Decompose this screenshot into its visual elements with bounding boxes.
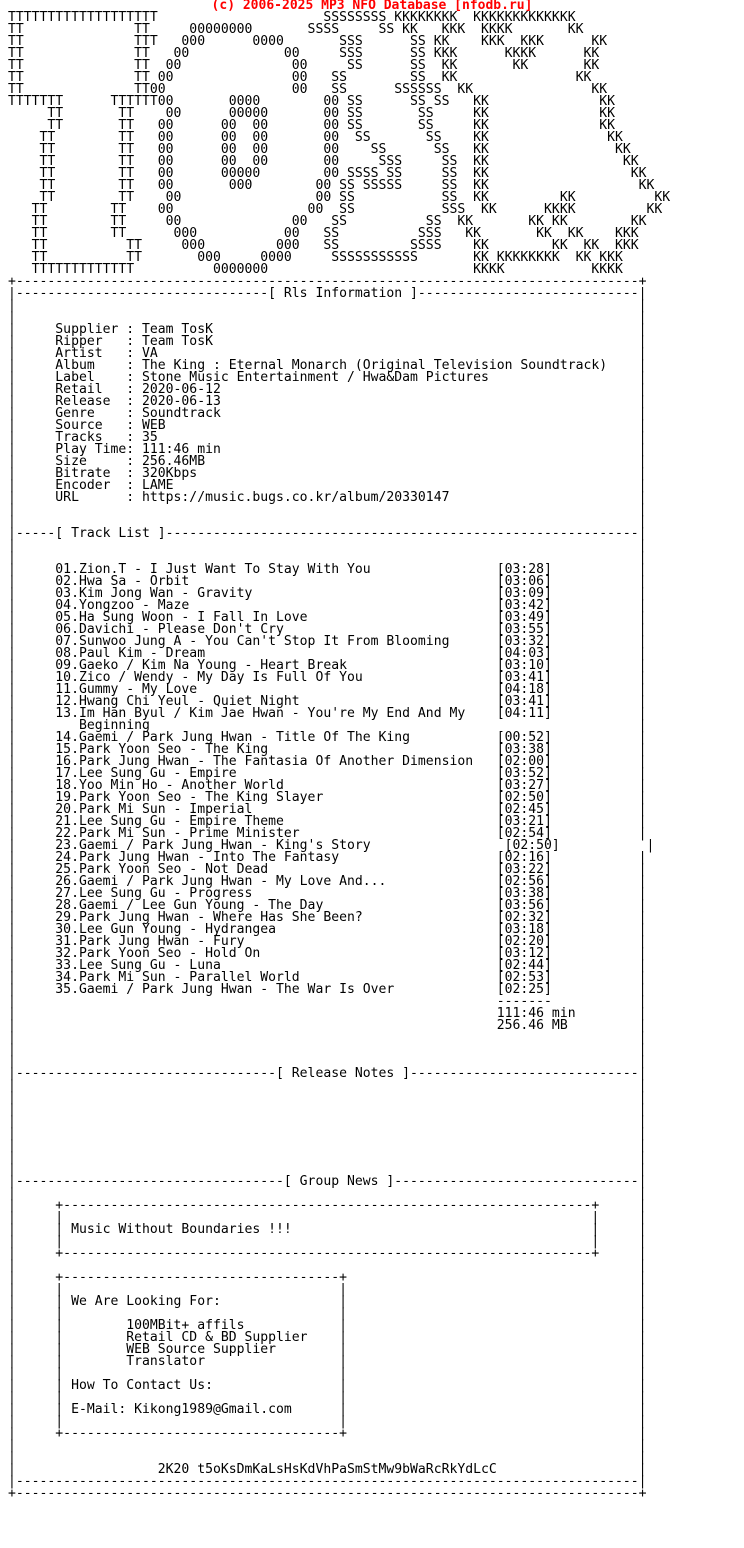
nfo-line: | | (8, 1102, 647, 1117)
nfo-line: | 27.Lee Sung Gu - Progress [03:38] | (8, 886, 647, 901)
nfo-line: | | (8, 298, 647, 313)
nfo-line: | | (8, 502, 647, 517)
copyright-header: (c) 2006-2025 MP3 NFO Database [nfodb.ru] (211, 0, 533, 13)
nfo-line: +-------------------------------------------------------------------------------+ (8, 1486, 647, 1501)
nfo-line: | | (8, 1186, 647, 1201)
nfo-line: | Label : Stone Music Entertainment / Hwa&Dam Pictures | (8, 370, 647, 385)
nfo-line: TT TT 00000000 SSSS SS KK KKK KKKK KK (8, 22, 584, 37)
nfo-line: | 02.Hwa Sa - Orbit [03:06] | (8, 574, 647, 589)
nfo-line: | 11.Gummy - My Love [04:18] | (8, 682, 647, 697)
nfo-line: TT TT 00 00 SSS SS KKK KKKK KK (8, 46, 600, 61)
nfo-line: TT TT 00 00 00 00 SSS SS KK KK (8, 154, 639, 169)
nfo-line: TT TT 00 00 00 00 SS SS KK KK (8, 142, 631, 157)
nfo-line: TTTTTTTTTTTTT 0000000 KKKK KKKK (8, 262, 623, 277)
nfo-line: | Ripper : Team TosK | (8, 334, 647, 349)
nfo-line: | 35.Gaemi / Park Jung Hwan - The War Is Over [02:25] | (8, 982, 647, 997)
nfo-line: | | (8, 1090, 647, 1105)
nfo-line: | | (8, 1030, 647, 1045)
nfo-line: | Retail : 2020-06-12 | (8, 382, 647, 397)
nfo-line: | 07.Sunwoo Jung A - You Can't Stop It From Blooming [03:32] | (8, 634, 647, 649)
nfo-line: | 06.Davichi - Please Don't Cry [03:55] | (8, 622, 647, 637)
nfo-line: | | (8, 1258, 647, 1273)
nfo-line: | 01.Zion.T - I Just Want To Stay With You [03:28] | (8, 562, 647, 577)
nfo-line: | | (8, 1042, 647, 1057)
nfo-line: | | 100MBit+ affils | | (8, 1318, 647, 1333)
nfo-line: TT TTT 000 0000 SSS SS KK KKK KKK KK (8, 34, 608, 49)
nfo-line: | URL : https://music.bugs.co.kr/album/20330147 | (8, 490, 647, 505)
nfo-line: | | | | (8, 1414, 647, 1429)
nfo-line: | 23.Gaemi / Park Jung Hwan - King's Story [02:50] | (8, 838, 655, 853)
nfo-line: | | E-Mail: Kikong1989@Gmail.com | | (8, 1402, 647, 1417)
nfo-line: | 04.Yongzoo - Maze [03:42] | (8, 598, 647, 613)
nfo-line: | 14.Gaemi / Park Jung Hwan - Title Of The King [00:52] | (8, 730, 647, 745)
nfo-line: | 18.Yoo Min Ho - Another World [03:27] | (8, 778, 647, 793)
nfo-line: | Tracks : 35 | (8, 430, 647, 445)
nfo-line: | 10.Zico / Wendy - My Day Is Full Of You [03:41] | (8, 670, 647, 685)
nfo-line: | | (8, 1078, 647, 1093)
nfo-line: | 13.Im Han Byul / Kim Jae Hwan - You're My End And My [04:11] | (8, 706, 647, 721)
nfo-line: | | Retail CD & BD Supplier | | (8, 1330, 647, 1345)
nfo-line: | 30.Lee Gun Young - Hydrangea [03:18] | (8, 922, 647, 937)
nfo-line: | 17.Lee Sung Gu - Empire [03:52] | (8, 766, 647, 781)
nfo-line: +-------------------------------------------------------------------------------+ (8, 274, 647, 289)
nfo-line: | Size : 256.46MB | (8, 454, 647, 469)
nfo-line: TT TT 000 00 SS SSS KK KK KK KKK (8, 226, 639, 241)
nfo-line: TTTTTTTTTTTTTTTTTTT SSSSSSSS KKKKKKKK KKKKKKKKKKKKK (8, 10, 576, 25)
nfo-line: | | (8, 1450, 647, 1465)
nfo-line: | Album : The King : Eternal Monarch (Original Television Soundtrack) | (8, 358, 647, 373)
nfo-text (8, 12, 670, 1500)
nfo-line: | | (8, 538, 647, 553)
nfo-line: | | | | (8, 1282, 647, 1297)
nfo-line: | 09.Gaeko / Kim Na Young - Heart Break [03:10] | (8, 658, 647, 673)
nfo-line: | Artist : VA | (8, 346, 647, 361)
nfo-line: | 28.Gaemi / Lee Gun Young - The Day [03:56] | (8, 898, 647, 913)
nfo-line: | Supplier : Team TosK | (8, 322, 647, 337)
nfo-line: | 21.Lee Sung Gu - Empire Theme [03:21] | (8, 814, 647, 829)
nfo-line: | 12.Hwang Chi Yeul - Quiet Night [03:41] | (8, 694, 647, 709)
nfo-line: | Genre : Soundtrack | (8, 406, 647, 421)
nfo-line: | | We Are Looking For: | | (8, 1294, 647, 1309)
nfo-line: TT TT 00 000 00 SS SSSSS SS KK KK (8, 178, 655, 193)
nfo-line: | 05.Ha Sung Woon - I Fall In Love [03:49] | (8, 610, 647, 625)
nfo-line: | ------- | (8, 994, 647, 1009)
nfo-line: | | (8, 310, 647, 325)
nfo-line: | | (8, 1054, 647, 1069)
nfo-line: TT TT 00 00 SS SSS KK KKKK KK (8, 202, 663, 217)
nfo-line: | | (8, 1114, 647, 1129)
nfo-line: |-----[ Track List ]------------------------------------------------------------| (8, 526, 647, 541)
nfo-line: | 24.Park Jung Hwan - Into The Fantasy [02:16] | (8, 850, 647, 865)
nfo-line: | 16.Park Jung Hwan - The Fantasia Of Another Dimension [02:00] | (8, 754, 647, 769)
nfo-line: | | | | (8, 1306, 647, 1321)
nfo-line: | +-------------------------------------------------------------------+ | (8, 1198, 647, 1213)
nfo-line: |-------------------------------------------------------------------------------| (8, 1474, 647, 1489)
nfo-line: | | WEB Source Supplier | | (8, 1342, 647, 1357)
nfo-line: | 31.Park Jung Hwan - Fury [02:20] | (8, 934, 647, 949)
nfo-line: TT TT 00 00 SS SS KK KK KK (8, 190, 671, 205)
nfo-line: | 2K20 t5oKsDmKaLsHsKdVhPaSmStMw9bWaRcRkYdLcC | (8, 1462, 647, 1477)
nfo-line: | | How To Contact Us: | | (8, 1378, 647, 1393)
nfo-line: | | (8, 1162, 647, 1177)
nfo-line: | 26.Gaemi / Park Jung Hwan - My Love And... [02:56] | (8, 874, 647, 889)
nfo-line: | 34.Park Mi Sun - Parallel World [02:53] | (8, 970, 647, 985)
nfo-line: | 33.Lee Sung Gu - Luna [02:44] | (8, 958, 647, 973)
nfo-line: TT TT 00 00000 00 SS SS KK KK (8, 106, 615, 121)
nfo-line: | 256.46 MB | (8, 1018, 647, 1033)
nfo-line: | | | | (8, 1390, 647, 1405)
nfo-line: TT TT 000 000 SS SSSS KK KK KK KKK (8, 238, 639, 253)
nfo-line: | 111:46 min | (8, 1006, 647, 1021)
nfo-line: TT TT 00 00 SS SS KK KK KK (8, 58, 600, 73)
nfo-line: | 25.Park Yoon Seo - Not Dead [03:22] | (8, 862, 647, 877)
nfo-line: | Encoder : LAME | (8, 478, 647, 493)
nfo-line: TTTTTTT TTTTTT00 0000 00 SS SS SS KK KK (8, 94, 615, 109)
nfo-line: | 08.Paul Kim - Dream [04:03] | (8, 646, 647, 661)
nfo-line: | 03.Kim Jong Wan - Gravity [03:09] | (8, 586, 647, 601)
nfo-line: | +-----------------------------------+ | (8, 1426, 647, 1441)
nfo-line: | 32.Park Yoon Seo - Hold On [03:12] | (8, 946, 647, 961)
nfo-line: | Bitrate : 320Kbps | (8, 466, 647, 481)
nfo-line: |---------------------------------[ Release Notes ]-----------------------------| (8, 1066, 647, 1081)
nfo-line: TT TT00 00 SS SSSSSS KK KK (8, 82, 608, 97)
nfo-line: | | | | (8, 1366, 647, 1381)
nfo-line: | | (8, 1138, 647, 1153)
nfo-line: | | | | (8, 1210, 647, 1225)
nfo-line: | | Music Without Boundaries !!! | | (8, 1222, 647, 1237)
nfo-line: | | (8, 550, 647, 565)
nfo-line: | +-------------------------------------------------------------------+ | (8, 1246, 647, 1261)
nfo-line: | | Translator | | (8, 1354, 647, 1369)
nfo-line: | 15.Park Yoon Seo - The King [03:38] | (8, 742, 647, 757)
nfo-line: | 22.Park Mi Sun - Prime Minister [02:54] | (8, 826, 647, 841)
nfo-line: |--------------------------------[ Rls Information ]----------------------------| (8, 286, 647, 301)
nfo-line: TT TT 00 00 SS SS KK KK KK KK (8, 214, 647, 229)
nfo-line: | | (8, 1438, 647, 1453)
nfo-line: | Release : 2020-06-13 | (8, 394, 647, 409)
nfo-line: | | (8, 1126, 647, 1141)
nfo-line: |----------------------------------[ Group News ]-------------------------------| (8, 1174, 647, 1189)
nfo-line: TT TT 000 0000 SSSSSSSSSSS KK KKKKKKKK KK KKK (8, 250, 623, 265)
nfo-line: | | | | (8, 1234, 647, 1249)
nfo-line: | 19.Park Yoon Seo - The King Slayer [02:50] | (8, 790, 647, 805)
nfo-line: TT TT 00 00 00 00 SS SS KK KK (8, 130, 623, 145)
nfo-line: | Beginning | (8, 718, 647, 733)
nfo-line: | 29.Park Jung Hwan - Where Has She Been? [02:32] | (8, 910, 647, 925)
nfo-line: | | (8, 514, 647, 529)
nfo-line: | 20.Park Mi Sun - Imperial [02:45] | (8, 802, 647, 817)
nfo-line: | Play Time: 111:46 min | (8, 442, 647, 457)
nfo-line: TT TT 00 00 00 00 SS SS KK KK (8, 118, 615, 133)
nfo-line: | Source : WEB | (8, 418, 647, 433)
nfo-line: | +-----------------------------------+ | (8, 1270, 647, 1285)
nfo-line: | | (8, 1150, 647, 1165)
nfo-line: TT TT 00 00000 00 SSSS SS SS KK KK (8, 166, 647, 181)
nfo-line: TT TT 00 00 SS SS KK KK (8, 70, 592, 85)
